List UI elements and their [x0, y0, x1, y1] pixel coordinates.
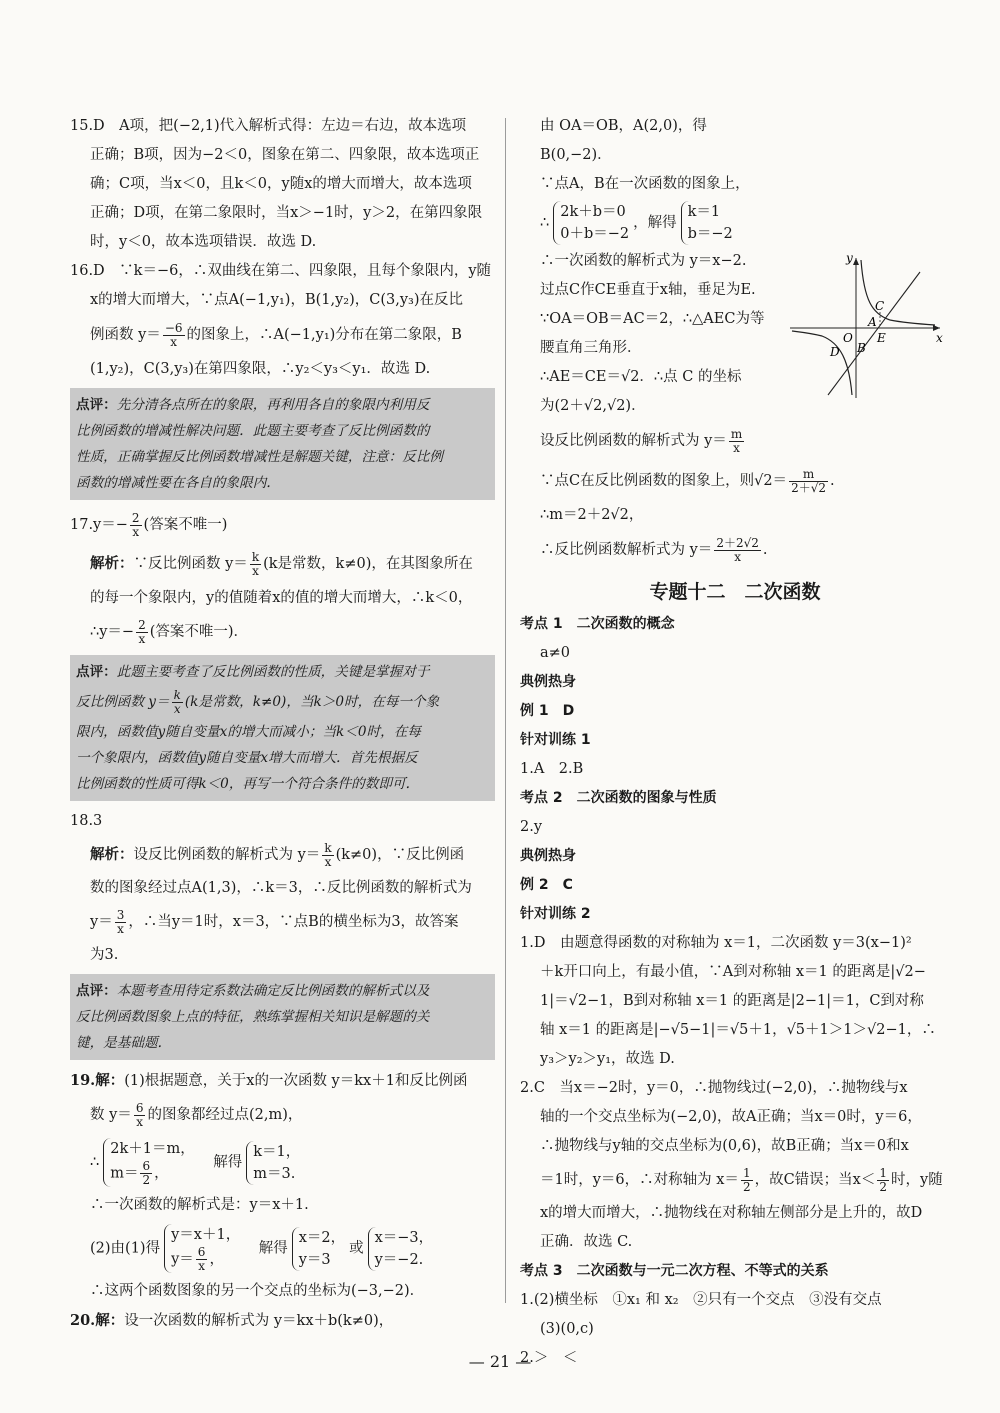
section-title: 专题十二 二次函数 — [649, 581, 821, 603]
comment-box-3: 点评：本题考查用待定系数法确定反比例函数的解析式以及 反比例函数图象上点的特征，熟练掌握相关知识是解题的关 键，是基础题． — [70, 974, 495, 1060]
y-axis-arrow — [853, 258, 859, 265]
x-label: x — [936, 331, 943, 345]
topic-1: 考点 1 二次函数的概念 — [520, 616, 675, 632]
left-column — [70, 112, 495, 1336]
topic-3: 考点 3 二次函数与一元二次方程、不等式的关系 — [520, 1263, 829, 1279]
answer-15: 15.D A项，把(−2,1)代入解析式得：左边＝右边，故本选项 正确；B项，因为−2＜0，图象在第二、四象限，故本选项正 确；C项，当x＜0，且k＜0，y随x的增大而增大，故本选项 正确；D项，在第二象限时，当x＞−1时，y＞2，在第四象限 时，y＜0，故本选项错误．故选 D. — [70, 118, 483, 250]
page-number: — 21 — — [468, 1352, 532, 1371]
column-divider — [505, 118, 506, 1303]
training-2-answer-1: 1.D 由题意得函数的对称轴为 x＝1，二次函数 y＝3(x−1)² ＋k开口向上，有最小值，∵A到对称轴 x＝1 的距离是|√2− 1|＝√2−1，B到对称轴 x＝1 的距离是|2−1|＝1，C到对称 轴 x＝1 的距离是|−√5−1|＝√5＋1，√5＋1＞1＞√2−1，∴ y₃＞y₂＞y₁，故选 D. — [520, 935, 936, 1067]
origin-label: O — [843, 331, 853, 345]
answer-17: 17.y＝− $\frac{2}{x}$ (答案不唯一) — [70, 510, 228, 539]
line-y-equals-x-minus-2 — [828, 272, 920, 395]
answer-20: 20.解：设一次函数的解析式为 y＝kx＋b(k≠0)， — [70, 1312, 394, 1329]
point-b-label: B — [857, 341, 866, 355]
point-d-label: D — [830, 345, 840, 359]
right-column: 由 OA＝OB，A(2,0)，得 B(0,−2)． ∵点A，B在一次函数的图象上， ∴ 2k＋b＝0 0＋b＝−2 ，解得 k＝1 b＝−2 ∴一次函数的解析式为 y＝x−2. 过点C作CE垂直于x轴，垂足为E. ∵OA＝OB＝AC＝2，∴△AEC为等 腰直角三角形． ∴AE＝CE＝√2．∴点 C 的坐标 为(2＋√2,√2)． 设反比例函数的解析式为 y＝ $\frac{m}{x}$ ∵点C在反比例函数的图象上，则√2＝ $\frac{m}{2+√2}$ . ∴m＝2＋2√2， ∴反比例函数解析式为 y＝ $\frac{2+2√2}{x}$ . 专题十二 二次函数 考点 1 二次函数的概念 a≠0 典例热身 例 1 D 针对训练 1 1.A 2.B 考点 2 二次函数的图象与性质 2.y 典例热身 例 2 C 针对训练 2 1.D 由题意得函数的对称轴为 x＝1，二次函数 y＝3(x−1)² ＋k开口向上，有最小值，∵A到对称轴 x＝1 的距离是|√2− 1|＝√2−1，B到对称轴 x＝1 的距离是|2−1|＝1，C到对称 轴 x＝1 的距离是|−√5−1|＝√5＋1，√5＋1＞1＞√2−1，∴ y₃＞y₂＞y₁，故选 D. 2.C 当x＝−2时，y＝0，∴抛物线过(−2,0)，∴抛物线与x 轴的一个交点坐标为(−2,0)，故A正确；当x＝0时，y＝6， ∴抛物线与y轴的交点坐标为(0,6)，故B正确；当x＝0和x ＝1时，y＝6，∴对称轴为 x＝ $\frac{1}{2}$ ，故C错误；当x＜ $\frac{1}{2}$ 时，y随 x的增大而增大，∴抛物线在对称轴左侧部分是上升的，故D 正确．故选 C. 考点 3 二次函数与一元二次方程、不等式的关系 1.(2)横坐标 ①x₁ 和 x₂ ②只有一个交点 ③没有交点 (3)(0,c) 2.＞ ＜ — [520, 112, 950, 1373]
fraction: $\frac{-6}{x}$ — [164, 320, 183, 349]
comment-box-2: 点评：此题主要考查了反比例函数的性质，关键是掌握对于 反比例函数 y＝ $\frac{k}{x}$ (k是常数，k≠0)，当k＞0时，在每一个象 限内，函数值y随自变量x的增大而减小；当k＜0时，在每 一个象限内，函数值y随自变量x增大而增大．首先根据反 比例函数的性质可得k＜0，再写一个符合条件的数即可． — [70, 655, 495, 801]
comment-box-1: 点评：先分清各点所在的象限，再利用各自的象限内利用反 比例函数的增减性解决问题．此题主要考查了反比例函数的 性质，正确掌握反比例函数增减性是解题关键，注意：反比例 函数的增减性要在各自的象限内． — [70, 388, 495, 500]
answer-18: 18.3 — [70, 813, 103, 829]
answer-19: 19.解：(1)根据题意，关于x的一次函数 y＝kx＋1和反比例函 数 y＝ $\frac{6}{x}$ 的图象都经过点(2,m)， ∴ 2k＋1＝m， m＝ $\frac{6}{2}$ ， 解得 k＝1， m＝3. ∴一次函数的解析式是：y＝x＋1. (2)由(1)得 y＝x＋1， y＝ $\frac{6}{x}$ ， 解得 x＝2， y＝3 或 x＝−3， y＝−2. ∴这两个函数图象的另一个交点的坐标为(−3,−2)． — [70, 1072, 468, 1299]
training-2-answer-2: 2.C 当x＝−2时，y＝0，∴抛物线过(−2,0)，∴抛物线与x 轴的一个交点坐标为(−2,0)，故A正确；当x＝0时，y＝6， ∴抛物线与y轴的交点坐标为(0,6)，故B正确；当x＝0和x ＝1时，y＝6，∴对称轴为 x＝ $\frac{1}{2}$ ，故C错误；当x＜ $\frac{1}{2}$ 时，y随 x的增大而增大，∴抛物线在对称轴左侧部分是上升的，故D 正确．故选 C. — [520, 1080, 943, 1250]
analysis-17: 解析：∵反比例函数 y＝ $\frac{k}{x}$ (k是常数，k≠0)，在其图象所在 的每一个象限内，y的值随着x的值的增大而增大，∴k＜0， ∴y＝− $\frac{2}{x}$ (答案不唯一)． — [90, 549, 473, 646]
point-e-label: E — [877, 331, 886, 345]
point-a-label: A — [868, 315, 877, 329]
analysis-18: 解析：设反比例函数的解析式为 y＝ $\frac{k}{x}$ (k≠0)，∵反比例函 数的图象经过点A(1,3)，∴k＝3，∴反比例函数的解析式为 y＝ $\frac{3}{x}$ ，∴当y＝1时，x＝3，∵点B的横坐标为3，故答案 为3. — [90, 840, 472, 963]
y-label: y — [846, 251, 853, 265]
answer-20-continued: 由 OA＝OB，A(2,0)，得 B(0,−2)． ∵点A，B在一次函数的图象上， ∴ 2k＋b＝0 0＋b＝−2 ，解得 k＝1 b＝−2 ∴一次函数的解析式为 y＝x−2. 过点C作CE垂直于x轴，垂足为E. ∵OA＝OB＝AC＝2，∴△AEC为等 腰直角三角形． ∴AE＝CE＝√2．∴点 C 的坐标 为(2＋√2,√2)． — [540, 118, 765, 414]
point-c-label: C — [875, 299, 885, 313]
answer-16: 16.D ∵k＝−6，∴双曲线在第二、四象限，且每个象限内，y随 x的增大而增大，∵点A(−1,y₁)，B(1,y₂)，C(3,y₃)在反比 例函数 y＝ $\frac{-6}{x}$ 的图象上，∴A(−1,y₁)分布在第二象限，B (1,y₂)，C(3,y₃)在第四象限，∴y₂＜y₃＜y₁．故选 D. — [70, 263, 492, 377]
topic-2: 考点 2 二次函数的图象与性质 — [520, 790, 717, 806]
function-graph — [790, 250, 945, 400]
